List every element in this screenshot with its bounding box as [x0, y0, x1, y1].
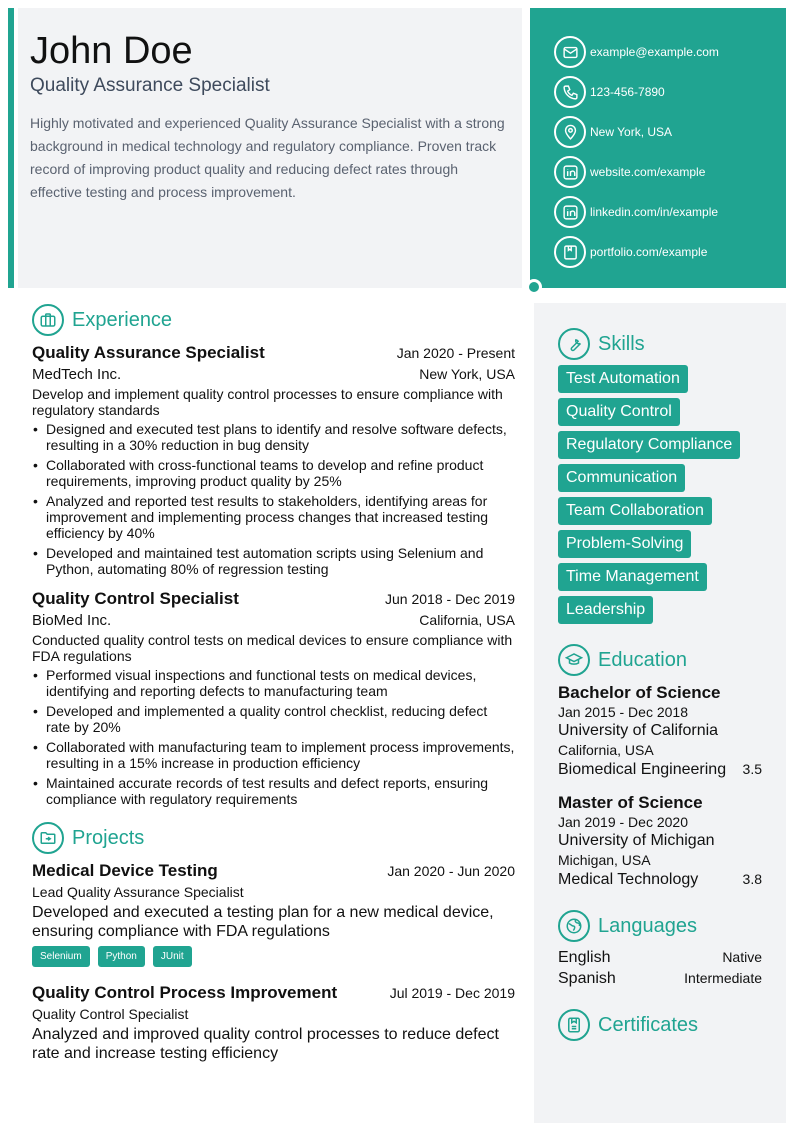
education-gpa: 3.5 [742, 761, 762, 777]
languages-title: Languages [598, 914, 697, 937]
education-date: Jan 2015 - Dec 2018 [558, 704, 688, 720]
education-gpa: 3.8 [742, 871, 762, 887]
certificate-icon [558, 1009, 590, 1041]
main-column [32, 303, 515, 1063]
skill-tag: Problem-Solving [558, 530, 691, 558]
skill-tag: Test Automation [558, 365, 688, 393]
education-item [558, 683, 762, 779]
contact-location-text: New York, USA [590, 125, 673, 139]
skill-tag: Communication [558, 464, 685, 492]
projects-header [32, 821, 515, 855]
education-school: University of Michigan [558, 832, 715, 849]
portfolio-icon [554, 236, 586, 268]
contact-portfolio[interactable] [554, 232, 786, 272]
bullet-item: • Collaborated with cross-functional teams to develop and refine product requirements, improving product quality by 25% [32, 457, 515, 489]
language-item [558, 970, 762, 988]
language-name: English [558, 949, 611, 966]
language-name: Spanish [558, 970, 616, 987]
project-role: Lead Quality Assurance Specialist [32, 884, 244, 900]
tag: JUnit [153, 946, 192, 967]
education-degree: Bachelor of Science [558, 683, 721, 702]
project-title: Quality Control Process Improvement [32, 983, 338, 1002]
bullet-item: • Designed and executed test plans to identify and resolve software defects, resulting in a 30% reduction in bug density [32, 421, 515, 453]
experience-job-title: Quality Control Specialist [32, 589, 239, 608]
experience-company: BioMed Inc. [32, 612, 112, 629]
experience-item [32, 589, 515, 807]
experience-location: New York, USA [419, 366, 515, 382]
experience-company: MedTech Inc. [32, 366, 122, 383]
location-pin-icon [554, 116, 586, 148]
wrench-icon [558, 328, 590, 360]
certificates-header [558, 1008, 762, 1042]
experience-bullets [32, 667, 515, 807]
contact-location [554, 112, 786, 152]
sidebar [534, 303, 786, 1123]
skills-header [558, 327, 762, 361]
project-item [32, 861, 515, 967]
mail-icon [554, 36, 586, 68]
contact-linkedin[interactable] [554, 192, 786, 232]
education-school: University of California [558, 722, 719, 739]
contact-portfolio-text: portfolio.com/example [590, 245, 708, 259]
job-title: Quality Assurance Specialist [30, 75, 270, 96]
education-field: Biomedical Engineering [558, 761, 727, 778]
contact-phone[interactable] [554, 72, 786, 112]
skill-tag: Time Management [558, 563, 707, 591]
phone-icon [554, 76, 586, 108]
project-tags [32, 946, 515, 967]
project-date: Jul 2019 - Dec 2019 [389, 985, 515, 1001]
languages-list [558, 949, 762, 988]
bullet-item: • Maintained accurate records of test results and defect reports, ensuring compliance with regulatory requirements [32, 775, 515, 807]
experience-description: Conducted quality control tests on medical devices to ensure compliance with FDA regulations [32, 632, 513, 664]
decorative-dot [526, 279, 542, 295]
experience-job-title: Quality Assurance Specialist [32, 343, 265, 362]
skill-tag: Regulatory Compliance [558, 431, 740, 459]
education-header [558, 643, 762, 677]
language-level: Native [722, 949, 762, 965]
experience-title: Experience [72, 308, 173, 331]
graduation-cap-icon [558, 644, 590, 676]
summary: Highly motivated and experienced Quality Assurance Specialist with a strong background in medical technology and regulatory compliance. Proven track record of improving product quality and reducing defect rates through effective testing and process improvement. [30, 115, 505, 200]
skills-list [558, 365, 762, 629]
language-item [558, 949, 762, 967]
education-location: California, USA [558, 742, 654, 758]
tag: Selenium [32, 946, 90, 967]
linkedin-icon [554, 196, 586, 228]
bullet-item: • Collaborated with manufacturing team to implement process improvements, resulting in a 15% increase in production efficiency [32, 739, 515, 771]
education-degree: Master of Science [558, 793, 703, 812]
contact-email[interactable] [554, 32, 786, 72]
contact-panel [530, 8, 786, 288]
experience-bullets [32, 421, 515, 577]
skills-title: Skills [598, 332, 645, 355]
project-date: Jan 2020 - Jun 2020 [387, 863, 515, 879]
experience-date: Jan 2020 - Present [396, 345, 515, 361]
header-panel [18, 8, 522, 288]
education-location: Michigan, USA [558, 852, 651, 868]
projects-title: Projects [72, 826, 145, 849]
education-item [558, 793, 762, 889]
experience-item [32, 343, 515, 577]
folder-icon [32, 822, 64, 854]
contact-email-text: example@example.com [590, 45, 719, 59]
project-role: Quality Control Specialist [32, 1006, 189, 1022]
bullet-item: • Developed and maintained test automation scripts using Selenium and Python, automating 80% of regression testing [32, 545, 515, 577]
full-name: John Doe [30, 30, 193, 72]
experience-header [32, 303, 515, 337]
bullet-item: • Analyzed and reported test results to stakeholders, identifying areas for improvement and implementing process changes that increased testing efficiency by 40% [32, 493, 515, 541]
linkedin-icon [554, 156, 586, 188]
briefcase-icon [32, 304, 64, 336]
certificates-title: Certificates [598, 1013, 699, 1036]
contact-website-text: website.com/example [590, 165, 706, 179]
project-description: Analyzed and improved quality control processes to reduce defect rate and increase testing efficiency [32, 1026, 499, 1062]
skill-tag: Quality Control [558, 398, 680, 426]
education-title: Education [598, 648, 687, 671]
contact-website[interactable] [554, 152, 786, 192]
languages-header [558, 909, 762, 943]
project-description: Developed and executed a testing plan for a new medical device, ensuring compliance with FDA regulations [32, 904, 494, 940]
experience-location: California, USA [419, 612, 515, 628]
project-title: Medical Device Testing [32, 861, 218, 880]
contact-phone-text: 123-456-7890 [590, 85, 665, 99]
globe-icon [558, 910, 590, 942]
bullet-item: • Developed and implemented a quality control checklist, reducing defect rate by 20% [32, 703, 515, 735]
header-accent-bar [8, 8, 14, 288]
experience-date: Jun 2018 - Dec 2019 [385, 591, 515, 607]
experience-description: Develop and implement quality control processes to ensure compliance with regulatory standards [32, 386, 503, 418]
language-level: Intermediate [684, 970, 762, 986]
contact-linkedin-text: linkedin.com/in/example [590, 205, 719, 219]
skill-tag: Team Collaboration [558, 497, 712, 525]
skill-tag: Leadership [558, 596, 653, 624]
bullet-item: • Performed visual inspections and functional tests on medical devices, identifying and reporting defects to manufacturing team [32, 667, 515, 699]
project-item [32, 983, 515, 1063]
education-date: Jan 2019 - Dec 2020 [558, 814, 688, 830]
tag: Python [98, 946, 145, 967]
education-field: Medical Technology [558, 871, 699, 888]
